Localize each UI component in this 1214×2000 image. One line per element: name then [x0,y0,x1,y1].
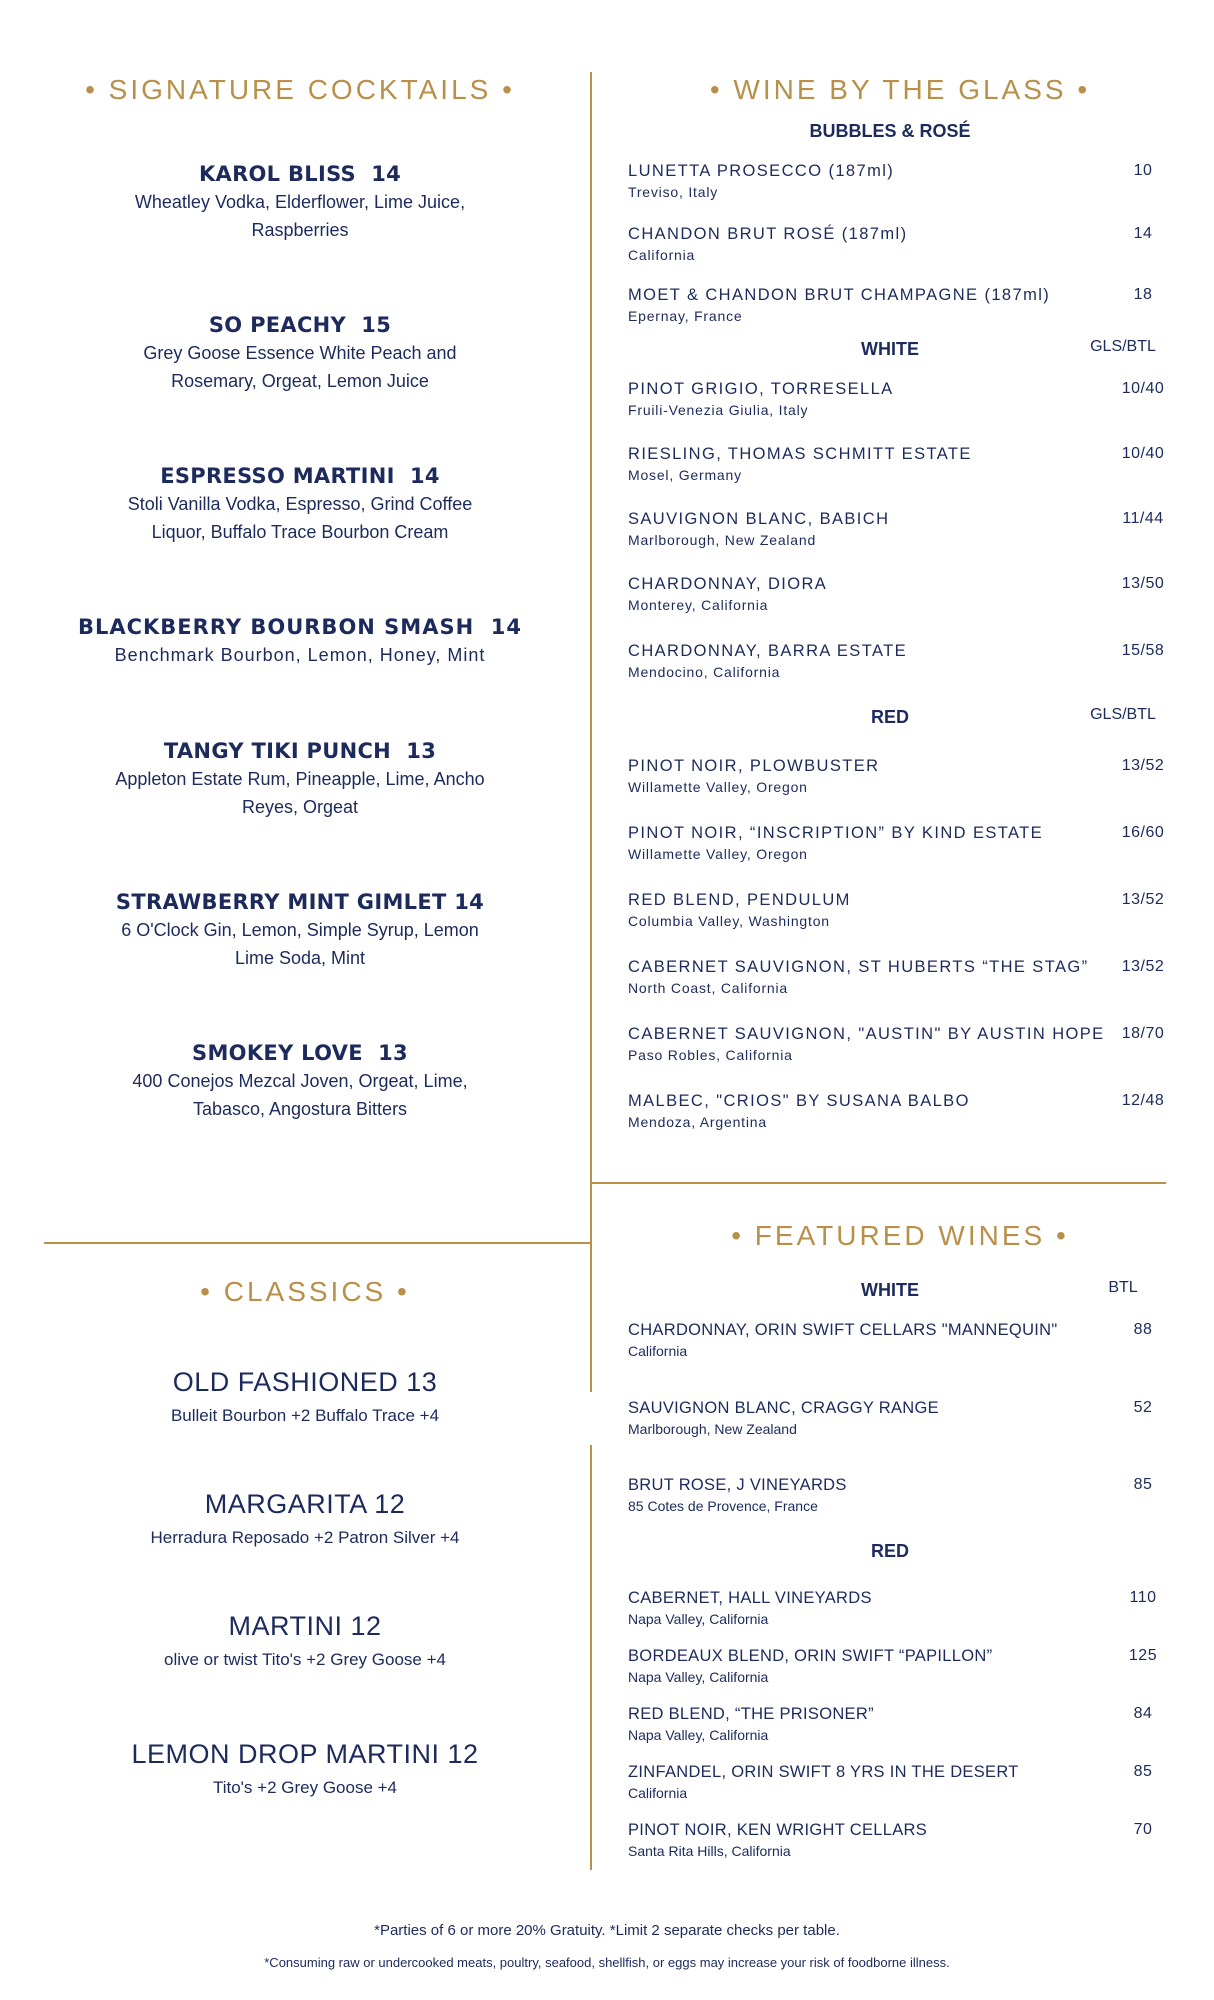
wine-name: MALBEC, "CRIOS" BY SUSANA BALBO [628,1092,970,1110]
cocktail-title: SO PEACHY 15 [208,313,392,337]
foodborne-illness-disclaimer: *Consuming raw or undercooked meats, poultry, seafood, shellfish, or eggs may increase your risk of foodborne illness. [264,1955,950,1970]
wine-name: PINOT NOIR, KEN WRIGHT CELLARS [628,1821,928,1839]
signature-cocktails-heading: • SIGNATURE COCKTAILS • [85,74,515,105]
wine-origin: Mendocino, California [628,664,781,680]
classic-item [60,1739,550,1798]
wine-origin: Willamette Valley, Oregon [628,846,808,862]
wine-origin: California [628,247,696,263]
wine-name: RIESLING, THOMAS SCHMITT ESTATE [628,445,972,463]
wine-price: 15/58 [1121,642,1165,659]
wine-origin: Treviso, Italy [628,184,719,200]
cocktail-description: Wheatley Vodka, Elderflower, Lime Juice, Raspberries [134,192,466,240]
center-divider-bottom [590,1445,592,1870]
wine-item [628,1025,1168,1063]
wine-name: CHARDONNAY, ORIN SWIFT CELLARS "MANNEQUIN" [628,1321,1058,1339]
wine-price: 16/60 [1121,824,1165,841]
cocktail-title: BLACKBERRY BOURBON SMASH 14 [77,615,523,639]
wine-price: 88 [1133,1321,1153,1338]
cocktail-item [60,615,540,669]
wine-item [628,380,1168,418]
classic-description: Bulleit Bourbon +2 Buffalo Trace +4 [170,1406,440,1425]
classic-title: MARTINI 12 [228,1611,382,1641]
cocktail-description: 400 Conejos Mezcal Joven, Orgeat, Lime, Tabasco, Angostura Bitters [132,1071,468,1119]
wine-origin: Mosel, Germany [628,467,742,483]
wine-by-the-glass-heading: • WINE BY THE GLASS • [709,74,1091,105]
wine-name: ZINFANDEL, ORIN SWIFT 8 YRS IN THE DESERT [628,1763,1019,1781]
classic-description: olive or twist Tito's +2 Grey Goose +4 [164,1650,446,1669]
wine-item [628,510,1168,548]
wine-name: CABERNET SAUVIGNON, ST HUBERTS “THE STAG” [628,958,1089,976]
wine-item [628,891,1168,929]
wine-price: 10 [1133,162,1153,179]
wine-name: CHARDONNAY, DIORA [628,575,828,593]
cocktail-item [60,739,540,821]
wine-origin: Marlborough, New Zealand [628,1421,797,1437]
cocktail-title: KAROL BLISS 14 [198,162,402,186]
cocktail-title: STRAWBERRY MINT GIMLET 14 [115,890,485,914]
wine-name: LUNETTA PROSECCO (187ml) [628,162,895,180]
wine-origin: California [628,1785,688,1801]
wine-price: 110 [1129,1589,1157,1606]
wine-item [628,445,1168,483]
featured-wine-item [628,1589,1168,1627]
wine-name: MOET & CHANDON BRUT CHAMPAGNE (187ml) [628,286,1051,304]
classic-item [60,1367,550,1426]
wine-name: PINOT NOIR, “INSCRIPTION” BY KIND ESTATE [628,824,1044,842]
cocktail-item [60,890,540,972]
wine-price: 14 [1133,225,1153,242]
cocktail-title: ESPRESSO MARTINI 14 [160,464,440,488]
wine-price: 12/48 [1121,1092,1165,1109]
wine-item [628,1092,1168,1130]
wine-origin: Mendoza, Argentina [628,1114,767,1130]
wine-origin: Willamette Valley, Oregon [628,779,808,795]
wine-origin: Marlborough, New Zealand [628,532,817,548]
wine-name: BRUT ROSE, J VINEYARDS [628,1476,847,1494]
wine-item [628,225,1168,263]
gratuity-note: *Parties of 6 or more 20% Gratuity. *Limit 2 separate checks per table. [374,1922,840,1939]
wine-origin: 85 Cotes de Provence, France [628,1498,818,1514]
wine-item [628,824,1168,862]
wine-price: 10/40 [1121,380,1165,397]
cocktail-item [60,162,540,244]
featured-wines-heading: • FEATURED WINES • [731,1220,1069,1251]
wine-name: BORDEAUX BLEND, ORIN SWIFT “PAPILLON” [628,1647,993,1665]
wine-price: 13/50 [1121,575,1165,592]
featured-wine-item [628,1763,1168,1801]
wine-item [628,162,1168,200]
wine-name: CHANDON BRUT ROSÉ (187ml) [628,225,908,243]
wine-origin: California [628,1343,688,1359]
wine-item [628,757,1168,795]
wine-price: 13/52 [1121,757,1165,774]
featured-wine-item [628,1321,1168,1359]
classic-item [60,1611,550,1670]
wine-origin: North Coast, California [628,980,789,996]
classic-description: Tito's +2 Grey Goose +4 [212,1778,398,1797]
gls-btl-header: GLS/BTL [1090,338,1156,355]
wine-name: PINOT NOIR, PLOWBUSTER [628,757,880,775]
classic-item [60,1489,550,1548]
wine-price: 11/44 [1122,510,1164,527]
cocktail-description: Stoli Vanilla Vodka, Espresso, Grind Coffee Liquor, Buffalo Trace Bourbon Cream [127,494,473,542]
classics-heading: • CLASSICS • [200,1276,410,1307]
wine-name: RED BLEND, PENDULUM [628,891,851,909]
classic-title: MARGARITA 12 [204,1489,406,1519]
featured-red-subheading: RED [870,1541,909,1561]
wine-item [628,958,1168,996]
featured-wine-item [628,1399,1168,1437]
featured-wine-item [628,1647,1168,1685]
cocktail-item [60,1041,540,1123]
wine-origin: Napa Valley, California [628,1611,769,1627]
wine-price: 18/70 [1121,1025,1165,1042]
wine-price: 52 [1133,1399,1153,1416]
wine-origin: Napa Valley, California [628,1669,769,1685]
wine-name: SAUVIGNON BLANC, CRAGGY RANGE [628,1399,939,1417]
cocktail-description: Benchmark Bourbon, Lemon, Honey, Mint [114,645,486,665]
wine-origin: Paso Robles, California [628,1047,793,1063]
cocktail-title: TANGY TIKI PUNCH 13 [163,739,437,763]
wine-price: 85 [1133,1763,1153,1780]
wine-name: CHARDONNAY, BARRA ESTATE [628,642,908,660]
wine-item [628,575,1168,613]
btl-header: BTL [1108,1279,1138,1296]
classic-description: Herradura Reposado +2 Patron Silver +4 [150,1528,460,1547]
cocktail-description: 6 O'Clock Gin, Lemon, Simple Syrup, Lemon Lime Soda, Mint [121,920,479,968]
wine-origin: Epernay, France [628,308,743,324]
glass-featured-divider [592,1182,1166,1184]
wine-origin: Napa Valley, California [628,1727,769,1743]
wine-origin: Santa Rita Hills, California [628,1843,791,1859]
wine-name: SAUVIGNON BLANC, BABICH [628,510,890,528]
classic-title: LEMON DROP MARTINI 12 [131,1739,479,1769]
cocktail-title: SMOKEY LOVE 13 [192,1041,408,1065]
wine-price: 13/52 [1121,958,1165,975]
wine-price: 70 [1133,1821,1153,1838]
wine-price: 84 [1133,1705,1153,1722]
gls-btl-header: GLS/BTL [1090,706,1156,723]
wine-item [628,286,1168,324]
center-divider-top [590,72,592,1392]
red-subheading: RED [870,707,909,727]
wine-price: 125 [1128,1647,1158,1664]
wine-price: 10/40 [1121,445,1165,462]
featured-wine-item [628,1821,1168,1859]
wine-origin: Fruili-Venezia Giulia, Italy [628,402,809,418]
featured-wine-item [628,1705,1168,1743]
wine-name: CABERNET, HALL VINEYARDS [628,1589,872,1607]
classic-title: OLD FASHIONED 13 [172,1367,438,1397]
wine-price: 13/52 [1121,891,1165,908]
featured-wine-item [628,1476,1168,1514]
wine-name: RED BLEND, “THE PRISONER” [628,1705,874,1723]
wine-item [628,642,1168,680]
wine-name: CABERNET SAUVIGNON, "AUSTIN" BY AUSTIN HOPE [628,1025,1105,1043]
cocktail-item [60,313,540,395]
cocktail-description: Grey Goose Essence White Peach and Rosemary, Orgeat, Lemon Juice [143,343,457,391]
wine-price: 18 [1133,286,1153,303]
wine-origin: Monterey, California [628,597,769,613]
wine-name: PINOT GRIGIO, TORRESELLA [628,380,894,398]
bubbles-rose-subheading: BUBBLES & ROSÉ [809,121,971,141]
wine-origin: Columbia Valley, Washington [628,913,830,929]
cocktails-classics-divider [44,1242,592,1244]
featured-white-subheading: WHITE [861,1280,919,1300]
cocktail-description: Appleton Estate Rum, Pineapple, Lime, Ancho Reyes, Orgeat [115,769,485,817]
white-subheading: WHITE [861,339,919,359]
cocktail-item [60,464,540,546]
wine-price: 85 [1133,1476,1153,1493]
